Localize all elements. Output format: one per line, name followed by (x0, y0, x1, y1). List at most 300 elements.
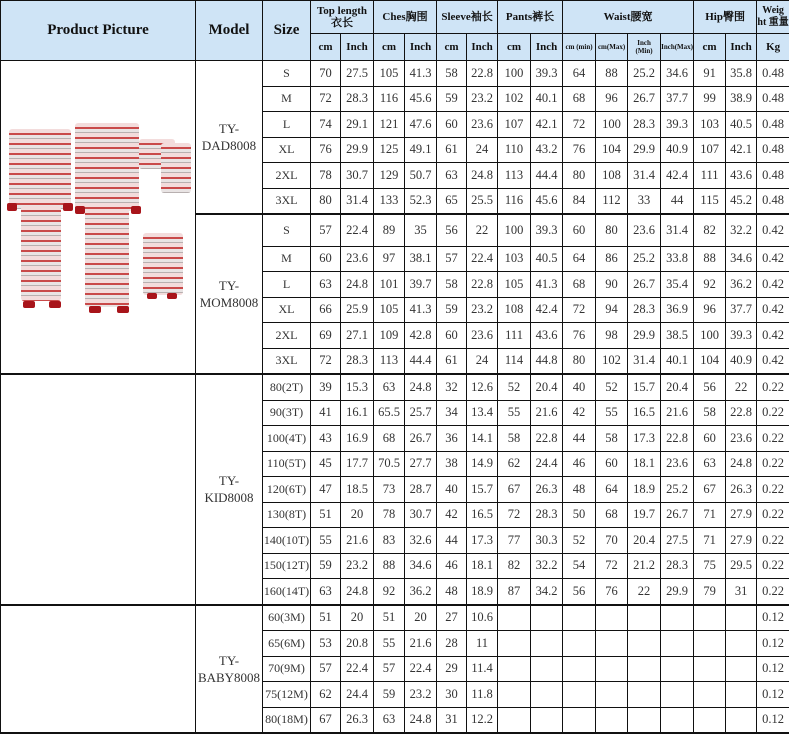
weight-kg-cell: 0.42 (757, 348, 789, 374)
top-length-cm-cell: 76 (311, 137, 341, 163)
chest-cm-cell: 129 (374, 163, 405, 189)
sleeve-cm-cell: 48 (437, 579, 467, 605)
top-length-cm-cell: 63 (311, 272, 341, 298)
waist-inch-min-cell: 18.9 (628, 477, 661, 503)
hip-inch-cell: 22.8 (726, 400, 757, 426)
top-length-inch-cell: 30.7 (341, 163, 374, 189)
sleeve-inch-cell: 22.8 (467, 61, 498, 87)
subheader-inch: Inch (467, 34, 498, 61)
subheader-kg: Kg (757, 34, 789, 61)
size-cell: M (263, 86, 311, 112)
top-length-inch-cell: 20 (341, 502, 374, 528)
weight-kg-cell: 0.22 (757, 400, 789, 426)
pants-inch-cell: 32.2 (531, 553, 563, 579)
waist-inch-min-cell: 22 (628, 579, 661, 605)
sleeve-cm-cell: 28 (437, 631, 467, 657)
chest-inch-cell: 44.4 (405, 348, 437, 374)
waist-inch-max-cell: 36.9 (661, 297, 694, 323)
sleeve-inch-cell: 23.2 (467, 297, 498, 323)
chest-inch-cell: 52.3 (405, 188, 437, 214)
top-length-cm-cell: 74 (311, 112, 341, 138)
size-cell: 3XL (263, 348, 311, 374)
pants-inch-cell: 42.4 (531, 297, 563, 323)
waist-cm-max-cell (596, 631, 628, 657)
chest-cm-cell: 68 (374, 426, 405, 452)
hip-inch-cell: 29.5 (726, 553, 757, 579)
hip-inch-cell: 37.7 (726, 297, 757, 323)
product-picture-cell (1, 61, 196, 375)
sleeve-cm-cell: 61 (437, 348, 467, 374)
sleeve-inch-cell: 11.4 (467, 656, 498, 682)
chest-cm-cell: 116 (374, 86, 405, 112)
weight-kg-cell: 0.48 (757, 137, 789, 163)
sleeve-cm-cell: 46 (437, 553, 467, 579)
waist-inch-min-cell: 15.7 (628, 374, 661, 400)
hip-inch-cell (726, 707, 757, 733)
waist-cm-min-cell: 50 (563, 502, 596, 528)
waist-inch-max-cell: 21.6 (661, 400, 694, 426)
top-length-cm-cell: 60 (311, 246, 341, 272)
weight-kg-cell: 0.48 (757, 112, 789, 138)
chest-inch-cell: 45.6 (405, 86, 437, 112)
sleeve-cm-cell: 56 (437, 214, 467, 246)
chest-cm-cell: 109 (374, 323, 405, 349)
hip-inch-cell: 36.2 (726, 272, 757, 298)
weight-kg-cell: 0.42 (757, 214, 789, 246)
waist-inch-max-cell: 31.4 (661, 214, 694, 246)
subheader-waist-cm-max: cm(Max) (596, 34, 628, 61)
pants-cm-cell: 55 (498, 400, 531, 426)
waist-cm-min-cell: 54 (563, 553, 596, 579)
top-length-inch-cell: 18.5 (341, 477, 374, 503)
pants-cm-cell: 111 (498, 323, 531, 349)
waist-cm-max-cell: 72 (596, 553, 628, 579)
hip-cm-cell: 79 (694, 579, 726, 605)
pants-inch-cell (531, 605, 563, 631)
hip-cm-cell: 92 (694, 272, 726, 298)
waist-cm-min-cell: 44 (563, 426, 596, 452)
pants-inch-cell: 44.4 (531, 163, 563, 189)
hip-inch-cell: 24.8 (726, 451, 757, 477)
waist-inch-max-cell: 20.4 (661, 374, 694, 400)
waist-inch-max-cell: 42.4 (661, 163, 694, 189)
chest-inch-cell: 41.3 (405, 297, 437, 323)
sleeve-inch-cell: 18.1 (467, 553, 498, 579)
header-pants: Pants裤长 (498, 1, 563, 34)
waist-inch-min-cell: 18.1 (628, 451, 661, 477)
header-top-length: Top length 衣长 (311, 1, 374, 34)
waist-cm-max-cell: 112 (596, 188, 628, 214)
waist-cm-min-cell (563, 656, 596, 682)
weight-kg-cell: 0.48 (757, 86, 789, 112)
sleeve-inch-cell: 24 (467, 137, 498, 163)
subheader-cm: cm (498, 34, 531, 61)
waist-inch-min-cell: 23.6 (628, 214, 661, 246)
waist-inch-max-cell: 35.4 (661, 272, 694, 298)
waist-inch-max-cell (661, 656, 694, 682)
pants-inch-cell: 43.6 (531, 323, 563, 349)
top-length-inch-cell: 22.4 (341, 214, 374, 246)
chest-inch-cell: 34.6 (405, 553, 437, 579)
hip-inch-cell: 22 (726, 374, 757, 400)
header-hip: Hip臀围 (694, 1, 757, 34)
chest-cm-cell: 105 (374, 297, 405, 323)
size-cell: 140(10T) (263, 528, 311, 554)
top-length-cm-cell: 55 (311, 528, 341, 554)
pants-cm-cell (498, 707, 531, 733)
sleeve-inch-cell: 14.9 (467, 451, 498, 477)
sleeve-inch-cell: 22 (467, 214, 498, 246)
top-length-cm-cell: 66 (311, 297, 341, 323)
waist-inch-min-cell: 19.7 (628, 502, 661, 528)
waist-inch-min-cell: 26.7 (628, 272, 661, 298)
sleeve-inch-cell: 22.4 (467, 246, 498, 272)
pants-inch-cell: 20.4 (531, 374, 563, 400)
pants-inch-cell (531, 682, 563, 708)
waist-inch-max-cell: 23.6 (661, 451, 694, 477)
chest-inch-cell: 38.1 (405, 246, 437, 272)
size-cell: 80(2T) (263, 374, 311, 400)
sleeve-cm-cell: 32 (437, 374, 467, 400)
hip-inch-cell: 39.3 (726, 323, 757, 349)
size-cell: L (263, 272, 311, 298)
size-cell: 75(12M) (263, 682, 311, 708)
pants-inch-cell: 39.3 (531, 61, 563, 87)
table-row (1, 374, 789, 400)
hip-cm-cell: 75 (694, 553, 726, 579)
chest-cm-cell: 92 (374, 579, 405, 605)
subheader-inch: Inch (726, 34, 757, 61)
sleeve-inch-cell: 11.8 (467, 682, 498, 708)
hip-cm-cell: 100 (694, 323, 726, 349)
pants-inch-cell: 39.3 (531, 214, 563, 246)
chest-inch-cell: 50.7 (405, 163, 437, 189)
size-cell: 3XL (263, 188, 311, 214)
top-length-inch-cell: 21.6 (341, 528, 374, 554)
size-cell: XL (263, 297, 311, 323)
waist-cm-max-cell: 52 (596, 374, 628, 400)
chest-cm-cell: 101 (374, 272, 405, 298)
waist-cm-max-cell: 104 (596, 137, 628, 163)
model-cell: TY-DAD8008 (196, 61, 263, 215)
chest-inch-cell: 49.1 (405, 137, 437, 163)
chest-cm-cell: 83 (374, 528, 405, 554)
pants-cm-cell (498, 682, 531, 708)
hip-cm-cell: 58 (694, 400, 726, 426)
table-body (1, 61, 789, 734)
header-size: Size (263, 1, 311, 61)
hip-cm-cell: 111 (694, 163, 726, 189)
hip-cm-cell: 60 (694, 426, 726, 452)
weight-kg-cell: 0.42 (757, 272, 789, 298)
table-header (1, 1, 789, 61)
waist-cm-max-cell: 108 (596, 163, 628, 189)
sleeve-cm-cell: 57 (437, 246, 467, 272)
waist-inch-min-cell: 29.9 (628, 323, 661, 349)
subheader-cm: cm (311, 34, 341, 61)
hip-cm-cell: 103 (694, 112, 726, 138)
sleeve-inch-cell: 13.4 (467, 400, 498, 426)
waist-cm-min-cell: 72 (563, 112, 596, 138)
pants-inch-cell: 21.6 (531, 400, 563, 426)
sleeve-cm-cell: 61 (437, 137, 467, 163)
chest-inch-cell: 21.6 (405, 631, 437, 657)
pants-cm-cell: 58 (498, 426, 531, 452)
hip-cm-cell: 99 (694, 86, 726, 112)
sleeve-inch-cell: 10.6 (467, 605, 498, 631)
waist-cm-max-cell (596, 656, 628, 682)
waist-inch-max-cell: 40.9 (661, 137, 694, 163)
subheader-inch: Inch (531, 34, 563, 61)
waist-inch-min-cell: 16.5 (628, 400, 661, 426)
table-row (1, 61, 789, 87)
sleeve-cm-cell: 59 (437, 297, 467, 323)
size-cell: 2XL (263, 163, 311, 189)
top-length-inch-cell: 29.1 (341, 112, 374, 138)
top-length-inch-cell: 20.8 (341, 631, 374, 657)
hip-inch-cell: 34.6 (726, 246, 757, 272)
pants-cm-cell: 114 (498, 348, 531, 374)
chest-cm-cell: 57 (374, 656, 405, 682)
hip-inch-cell: 27.9 (726, 502, 757, 528)
hip-cm-cell: 63 (694, 451, 726, 477)
waist-inch-max-cell: 22.8 (661, 426, 694, 452)
pants-cm-cell: 113 (498, 163, 531, 189)
model-cell: TY-MOM8008 (196, 214, 263, 374)
size-cell: 100(4T) (263, 426, 311, 452)
top-length-inch-cell: 27.1 (341, 323, 374, 349)
waist-inch-max-cell (661, 631, 694, 657)
subheader-inch: Inch (341, 34, 374, 61)
chest-cm-cell: 121 (374, 112, 405, 138)
size-cell: L (263, 112, 311, 138)
waist-inch-max-cell (661, 605, 694, 631)
chest-inch-cell: 24.8 (405, 707, 437, 733)
top-length-inch-cell: 16.9 (341, 426, 374, 452)
weight-kg-cell: 0.12 (757, 605, 789, 631)
chest-inch-cell: 28.7 (405, 477, 437, 503)
top-length-cm-cell: 63 (311, 579, 341, 605)
header-waist: Waist腰宽 (563, 1, 694, 34)
waist-inch-max-cell: 25.2 (661, 477, 694, 503)
waist-cm-min-cell: 76 (563, 323, 596, 349)
sleeve-inch-cell: 17.3 (467, 528, 498, 554)
pants-inch-cell: 45.6 (531, 188, 563, 214)
waist-cm-min-cell: 84 (563, 188, 596, 214)
size-cell: 65(6M) (263, 631, 311, 657)
waist-cm-min-cell (563, 707, 596, 733)
weight-kg-cell: 0.12 (757, 656, 789, 682)
pants-cm-cell: 72 (498, 502, 531, 528)
size-cell: 150(12T) (263, 553, 311, 579)
sleeve-cm-cell: 27 (437, 605, 467, 631)
model-cell: TY-KID8008 (196, 374, 263, 605)
waist-cm-max-cell (596, 707, 628, 733)
waist-cm-max-cell: 64 (596, 477, 628, 503)
chest-cm-cell: 73 (374, 477, 405, 503)
waist-cm-max-cell: 70 (596, 528, 628, 554)
sleeve-cm-cell: 59 (437, 86, 467, 112)
pants-cm-cell: 100 (498, 214, 531, 246)
waist-inch-max-cell: 38.5 (661, 323, 694, 349)
product-picture-empty-cell (1, 374, 196, 605)
waist-cm-max-cell: 76 (596, 579, 628, 605)
top-length-cm-cell: 80 (311, 188, 341, 214)
pants-inch-cell: 26.3 (531, 477, 563, 503)
top-length-cm-cell: 72 (311, 348, 341, 374)
waist-inch-min-cell (628, 707, 661, 733)
size-cell: 160(14T) (263, 579, 311, 605)
pants-inch-cell: 22.8 (531, 426, 563, 452)
weight-kg-cell: 0.22 (757, 553, 789, 579)
chest-inch-cell: 41.3 (405, 61, 437, 87)
hip-inch-cell: 40.9 (726, 348, 757, 374)
sleeve-cm-cell: 30 (437, 682, 467, 708)
pants-cm-cell: 87 (498, 579, 531, 605)
size-cell: S (263, 214, 311, 246)
chest-inch-cell: 36.2 (405, 579, 437, 605)
weight-kg-cell: 0.48 (757, 61, 789, 87)
top-length-inch-cell: 29.9 (341, 137, 374, 163)
model-cell: TY-BABY8008 (196, 605, 263, 734)
waist-cm-max-cell: 68 (596, 502, 628, 528)
pants-cm-cell (498, 631, 531, 657)
hip-cm-cell: 71 (694, 528, 726, 554)
sleeve-inch-cell: 24 (467, 348, 498, 374)
hip-cm-cell: 115 (694, 188, 726, 214)
waist-cm-min-cell: 48 (563, 477, 596, 503)
waist-inch-min-cell: 28.3 (628, 297, 661, 323)
waist-cm-max-cell: 98 (596, 323, 628, 349)
sleeve-cm-cell: 65 (437, 188, 467, 214)
waist-cm-max-cell: 80 (596, 214, 628, 246)
chest-inch-cell: 39.7 (405, 272, 437, 298)
waist-cm-min-cell: 64 (563, 61, 596, 87)
chest-cm-cell: 63 (374, 707, 405, 733)
hip-cm-cell: 71 (694, 502, 726, 528)
hip-cm-cell: 56 (694, 374, 726, 400)
sleeve-cm-cell: 40 (437, 477, 467, 503)
pants-cm-cell: 100 (498, 61, 531, 87)
sleeve-inch-cell: 15.7 (467, 477, 498, 503)
pants-cm-cell: 82 (498, 553, 531, 579)
pants-cm-cell: 105 (498, 272, 531, 298)
hip-cm-cell (694, 656, 726, 682)
pants-inch-cell (531, 631, 563, 657)
sleeve-inch-cell: 24.8 (467, 163, 498, 189)
hip-cm-cell: 96 (694, 297, 726, 323)
table-row (1, 605, 789, 631)
pants-inch-cell: 30.3 (531, 528, 563, 554)
chest-inch-cell: 20 (405, 605, 437, 631)
waist-cm-max-cell: 90 (596, 272, 628, 298)
top-length-cm-cell: 51 (311, 502, 341, 528)
waist-inch-min-cell: 21.2 (628, 553, 661, 579)
sleeve-inch-cell: 12.6 (467, 374, 498, 400)
waist-inch-min-cell: 29.9 (628, 137, 661, 163)
size-cell: M (263, 246, 311, 272)
pants-cm-cell: 62 (498, 451, 531, 477)
pants-cm-cell: 108 (498, 297, 531, 323)
chest-cm-cell: 113 (374, 348, 405, 374)
top-length-inch-cell: 16.1 (341, 400, 374, 426)
waist-cm-min-cell: 52 (563, 528, 596, 554)
sleeve-cm-cell: 38 (437, 451, 467, 477)
chest-cm-cell: 97 (374, 246, 405, 272)
waist-inch-max-cell: 27.5 (661, 528, 694, 554)
chest-cm-cell: 78 (374, 502, 405, 528)
weight-kg-cell: 0.42 (757, 323, 789, 349)
weight-kg-cell: 0.42 (757, 246, 789, 272)
hip-cm-cell (694, 631, 726, 657)
waist-inch-max-cell: 26.7 (661, 502, 694, 528)
pants-inch-cell: 28.3 (531, 502, 563, 528)
chest-inch-cell: 47.6 (405, 112, 437, 138)
pants-cm-cell (498, 605, 531, 631)
hip-inch-cell (726, 682, 757, 708)
waist-cm-min-cell: 68 (563, 86, 596, 112)
top-length-inch-cell: 15.3 (341, 374, 374, 400)
waist-cm-min-cell: 40 (563, 374, 596, 400)
sleeve-cm-cell: 34 (437, 400, 467, 426)
waist-inch-min-cell: 28.3 (628, 112, 661, 138)
weight-kg-cell: 0.22 (757, 477, 789, 503)
pants-inch-cell (531, 656, 563, 682)
pants-inch-cell: 44.8 (531, 348, 563, 374)
waist-inch-min-cell (628, 605, 661, 631)
weight-kg-cell: 0.12 (757, 707, 789, 733)
waist-inch-max-cell: 33.8 (661, 246, 694, 272)
sleeve-inch-cell: 12.2 (467, 707, 498, 733)
weight-kg-cell: 0.22 (757, 426, 789, 452)
pants-inch-cell: 34.2 (531, 579, 563, 605)
pants-cm-cell: 107 (498, 112, 531, 138)
top-length-inch-cell: 27.5 (341, 61, 374, 87)
top-length-inch-cell: 24.4 (341, 682, 374, 708)
waist-inch-min-cell (628, 656, 661, 682)
sleeve-cm-cell: 31 (437, 707, 467, 733)
pants-inch-cell: 42.1 (531, 112, 563, 138)
hip-cm-cell: 82 (694, 214, 726, 246)
header-weight: Weig ht 重量 (757, 1, 789, 34)
chest-cm-cell: 59 (374, 682, 405, 708)
waist-cm-min-cell: 76 (563, 137, 596, 163)
waist-cm-max-cell: 60 (596, 451, 628, 477)
size-cell: 130(8T) (263, 502, 311, 528)
waist-inch-min-cell: 25.2 (628, 246, 661, 272)
chest-cm-cell: 51 (374, 605, 405, 631)
weight-kg-cell: 0.12 (757, 631, 789, 657)
top-length-cm-cell: 57 (311, 214, 341, 246)
hip-inch-cell: 43.6 (726, 163, 757, 189)
subheader-inch: Inch (405, 34, 437, 61)
sleeve-cm-cell: 42 (437, 502, 467, 528)
subheader-waist-inch-min: Inch (Min) (628, 34, 661, 61)
sleeve-cm-cell: 63 (437, 163, 467, 189)
pants-inch-cell: 40.5 (531, 246, 563, 272)
top-length-inch-cell: 24.8 (341, 272, 374, 298)
sleeve-inch-cell: 18.9 (467, 579, 498, 605)
hip-cm-cell: 107 (694, 137, 726, 163)
waist-cm-min-cell: 68 (563, 272, 596, 298)
chest-cm-cell: 63 (374, 374, 405, 400)
chest-inch-cell: 26.7 (405, 426, 437, 452)
top-length-inch-cell: 28.3 (341, 348, 374, 374)
chest-inch-cell: 23.2 (405, 682, 437, 708)
top-length-cm-cell: 72 (311, 86, 341, 112)
waist-cm-max-cell: 55 (596, 400, 628, 426)
waist-inch-min-cell (628, 631, 661, 657)
